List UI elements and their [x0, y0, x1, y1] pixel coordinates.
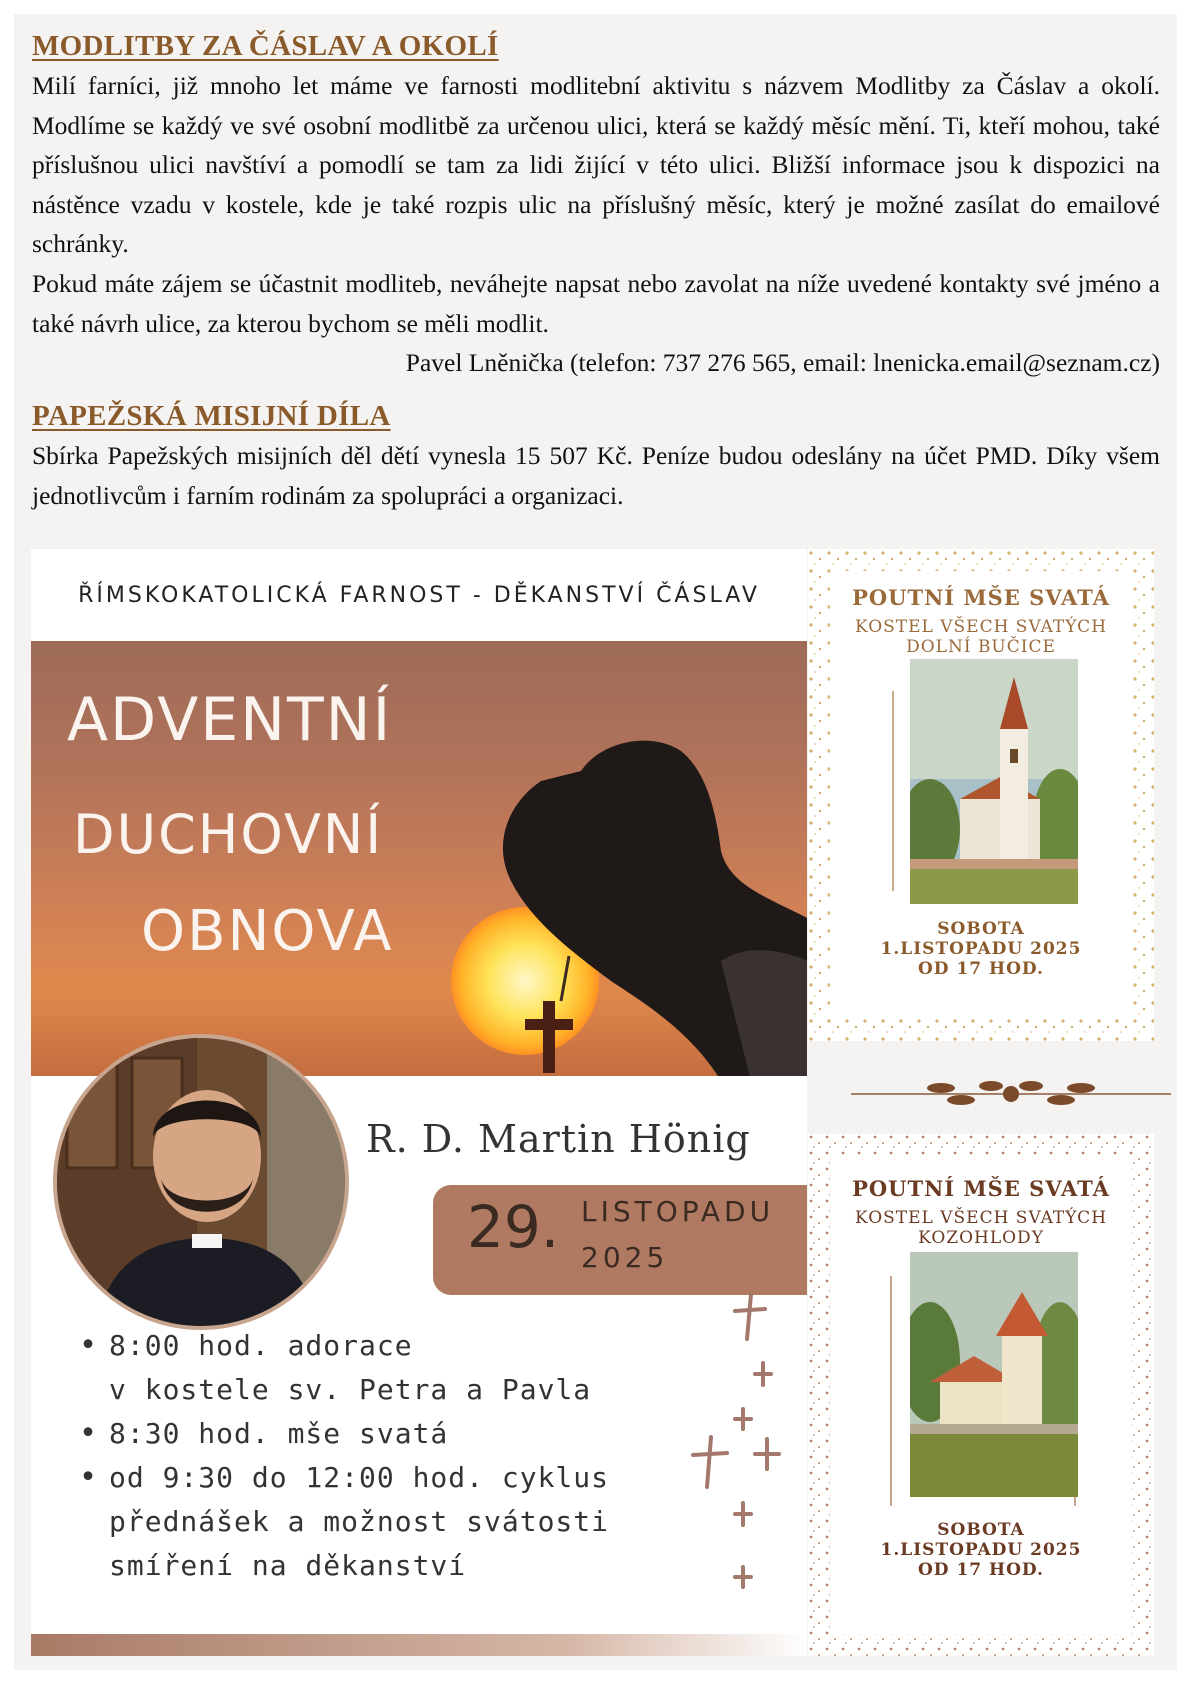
card-church-line2: DOLNÍ BUČICE [906, 637, 1056, 657]
schedule-item: • od 9:30 do 12:00 hod. cyklus přednášek a možnost svátosti smíření na děkanství [79, 1456, 719, 1588]
ornament-line [892, 691, 894, 891]
pilgrimage-card-dolni-bucice [808, 549, 1154, 1041]
card-inner [830, 571, 1132, 1019]
card-date-line2: 1.LISTOPADU 2025 [880, 939, 1082, 959]
card-date-line3: OD 17 HOD. [918, 959, 1044, 979]
card-title: POUTNÍ MŠE SVATÁ [852, 585, 1110, 610]
bulletin-page [14, 14, 1177, 1670]
missions-paragraph: Sbírka Papežských misijních děl dětí vynesla 15 507 Kč. Peníze budou odeslány na účet PMD. Díky všem jednotlivcům i farním rodinám za spolupráci a organizaci. [32, 441, 1160, 510]
poster-title-line1: ADVENTNÍ [67, 685, 393, 755]
card-inner [830, 1156, 1132, 1634]
schedule-item: • 8:30 hod. mše svatá [79, 1412, 719, 1456]
card-date-line2: 1.LISTOPADU 2025 [880, 1540, 1082, 1560]
pilgrimage-card-kozohlody [808, 1134, 1154, 1656]
card-date-line1: SOBOTA [937, 919, 1025, 939]
poster-title-line2: DUCHOVNÍ [73, 803, 384, 866]
poster-bottom-bar [31, 1634, 807, 1656]
schedule-list [79, 1324, 719, 1588]
card-date-line1: SOBOTA [937, 1520, 1025, 1540]
advent-poster [31, 549, 807, 1656]
priest-portrait [53, 1034, 349, 1330]
event-month: LISTOPADU [581, 1195, 775, 1228]
card-church-line1: KOSTEL VŠECH SVATÝCH [854, 617, 1108, 637]
card-church-line1: KOSTEL VŠECH SVATÝCH [854, 1208, 1108, 1228]
poster-title-line3: OBNOVA [141, 899, 394, 964]
decorative-crosses [691, 1289, 801, 1589]
section-title-prayers: MODLITBY ZA ČÁSLAV A OKOLÍ [32, 30, 499, 62]
ornament-line [890, 1276, 892, 1506]
card-church-line2: KOZOHLODY [918, 1228, 1044, 1248]
event-year: 2025 [581, 1241, 669, 1274]
prayers-signature: Pavel Lněnička (telefon: 737 276 565, email: lnenicka.email@seznam.cz) [405, 348, 1160, 377]
schedule-item: • 8:00 hod. adorace v kostele sv. Petra a Pavla [79, 1324, 719, 1412]
section-title-missions: PAPEŽSKÁ MISIJNÍ DÍLA [32, 400, 391, 432]
prayers-paragraph-1: Milí farníci, již mnoho let máme ve farnosti modlitební aktivitu s názvem Modlitby za Čáslav a okolí. Modlíme se každý ve své osobní modlitbě za určenou ulici, která se každý měsíc mění. Ti, kteří mohou, také příslušnou ulici navštíví a pomodlí se tam za lidi žijící v této ulici. Bližší informace jsou k dispozici na nástěnce vzadu v kostele, kde je také rozpis ulic na příslušný měsíc, který je možné zasílat do emailové schránky. [32, 71, 1160, 258]
event-date-box [433, 1185, 807, 1295]
praying-hands-image [491, 701, 807, 1076]
speaker-name: R. D. Martin Hönig [366, 1117, 751, 1161]
poster-banner [31, 641, 807, 1076]
floral-divider-ornament [851, 1074, 1171, 1114]
event-day: 29. [467, 1193, 560, 1261]
church-painting-kozohlody [910, 1252, 1078, 1497]
card-date-line3: OD 17 HOD. [918, 1560, 1044, 1580]
poster-header: ŘÍMSKOKATOLICKÁ FARNOST - DĚKANSTVÍ ČÁSLAV [78, 582, 760, 608]
church-painting-dolni-bucice [910, 659, 1078, 904]
prayers-paragraph-2: Pokud máte zájem se účastnit modliteb, neváhejte napsat nebo zavolat na níže uvedené kontakty své jméno a také návrh ulice, za kterou bychom se měli modlit. [32, 269, 1160, 338]
card-title: POUTNÍ MŠE SVATÁ [852, 1176, 1110, 1201]
